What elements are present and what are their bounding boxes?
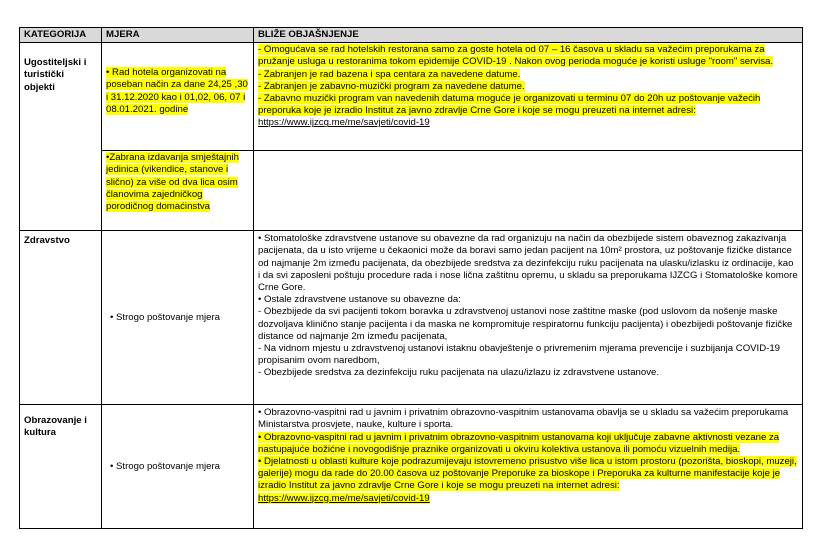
explanation-hotel [254, 43, 803, 151]
category-zdravstvo: Zdravstvo [20, 231, 102, 405]
explanation-zdravstvo-line-2: • Ostale zdravstvene ustanove su obavezne da: [258, 294, 461, 306]
explanation-obrazovanje-line-3: • Djelatnosti u oblasti kulture koje podrazumijevaju istovremeno prisustvo više lica u istom prostoru (pozorišta, bioskopi, muzeji, galerije) mogu da rade do 20.00 časova uz poštovanje Preporuke za bioskope i Preporuka za kulturne manifestacije koje je izradio Institut za javno zdravlje Crne Gore i koje se mogu preuzeti na internet adresi: [258, 456, 797, 492]
explanation-zdravstvo-line-3: - Obezbijede da svi pacijenti tokom boravka u zdravstvenoj ustanovi nose zaštitne maske (pod uslovom da nošenje maske dozvoljava klinično stanje pacijenta i da maska ne kompromituje respiratornu funkciju pacijenta) i obezbijedi poštovanje fizičke distance od najmanje 2m između pacijenata, [258, 306, 793, 342]
table-row-obrazovanje [20, 405, 803, 529]
measure-smjestaj [102, 151, 254, 231]
category-ugostiteljski: Ugostiteljski i turistički objekti [20, 43, 102, 231]
header-mjera: MJERA [102, 28, 254, 43]
table-row-smjestaj [20, 151, 803, 231]
explanation-obrazovanje-line-1: • Obrazovno-vaspitni rad u javnim i privatnim obrazovno-vaspitnim ustanovama obavlja se u skladu sa važećim preporukama Ministarstva prosvjete, nauke, kulture i sporta. [258, 407, 789, 431]
ijzcg-link-2[interactable]: https://www.ijzcg.me/me/savjeti/covid-19 [258, 492, 430, 504]
measure-obrazovanje: • Strogo poštovanje mjera [102, 405, 254, 529]
explanation-obrazovanje-line-2: • Obrazovno-vaspitni rad u javnim i privatnim obrazovno-vaspitnim ustanovama koji uključuje zabavne aktivnosti vezane za nastupajuće božićne i novogodišnje praznike organizovati u okviru kolektiva ustanova ili pomoću vizuelnih medija. [258, 431, 780, 455]
measures-table [19, 27, 803, 529]
explanation-hotel-line-1: - Omogućava se rad hotelskih restorana samo za goste hotela od 07 – 16 časova u skladu sa važećim preporukama za pružanje usluga u restoranima tokom epidemije COVID-19 . Nakon ovog perioda moguće je koristi usluge "room" servisa. [258, 44, 773, 68]
header-objasnjenje: BLIŽE OBJAŠNJENJE [254, 28, 803, 43]
explanation-zdravstvo-line-4: - Na vidnom mjestu u zdravstvenoj ustanovi istaknu obavještenje o privremenim mjerama prevencije i suzbijanja COVID-19 propisanim ovom naredbom, [258, 343, 781, 367]
measure-smjestaj-text: •Zabrana izdavanja smještajnih jedinica (vikendice, stanove i slično) za više od dva lica osim članovima zajedničkog porodičnog domaćinstva [106, 152, 239, 213]
explanation-smjestaj-empty [254, 151, 803, 231]
measure-hotel [102, 43, 254, 151]
header-kategorija: KATEGORIJA [20, 28, 102, 43]
measure-zdravstvo: • Strogo poštovanje mjera [102, 231, 254, 405]
table-row-ugostiteljski [20, 43, 803, 151]
table-row-zdravstvo [20, 231, 803, 405]
measure-hotel-text: • Rad hotela organizovati na poseban način za dane 24,25 ,30 i 31.12.2020 kao i 01,02, 06, 07 i 08.01.2021. godine [106, 67, 248, 115]
category-obrazovanje: Obrazovanje i kultura [20, 405, 102, 529]
ijzcg-link-1[interactable]: https://www.ijzcg.me/me/savjeti/covid-19 [258, 117, 430, 129]
explanation-zdravstvo-line-5: - Obezbijede sredstva za dezinfekciju ruku pacijenata na ulazu/izlazu iz zdravstvene ustanove. [258, 367, 660, 379]
explanation-hotel-line-4: - Zabavno muzički program van navedenih datuma moguće je organizovati u terminu 07 do 20h uz poštovanje važećih preporuka koje je izradio Institut za javno zdravlje Crne Gore i koje se mogu preuzeti na internet adresi: [258, 93, 761, 117]
explanation-zdravstvo-line-1: • Stomatološke zdravstvene ustanove su obavezne da rad organizuju na način da obezbijede sistem obaveznog zakazivanja pacijenata, da u isto vrijeme u čekaonici može da boravi samo jedan pacijent na 10m² prostora, uz poštovanje fizičke distance od najmanje 2m između pacijenata, da obezbijede sredstva za dezinfekciju ruku pacijenata na ulasku/izlasku iz ordinacije, kao i da svi zaposleni poštuju procedure rada i nose lična zaštitnu opremu, u skladu sa preporukama IJZCG i Stomatološke komore Crne Gore. [258, 233, 798, 294]
explanation-hotel-line-3: - Zabranjen je zabavno-muzički program za navedene datume. [258, 80, 525, 92]
explanation-obrazovanje [254, 405, 803, 529]
explanation-hotel-line-2: - Zabranjen je rad bazena i spa centara za navedene datume. [258, 68, 521, 80]
explanation-zdravstvo [254, 231, 803, 405]
header-row [20, 28, 803, 43]
